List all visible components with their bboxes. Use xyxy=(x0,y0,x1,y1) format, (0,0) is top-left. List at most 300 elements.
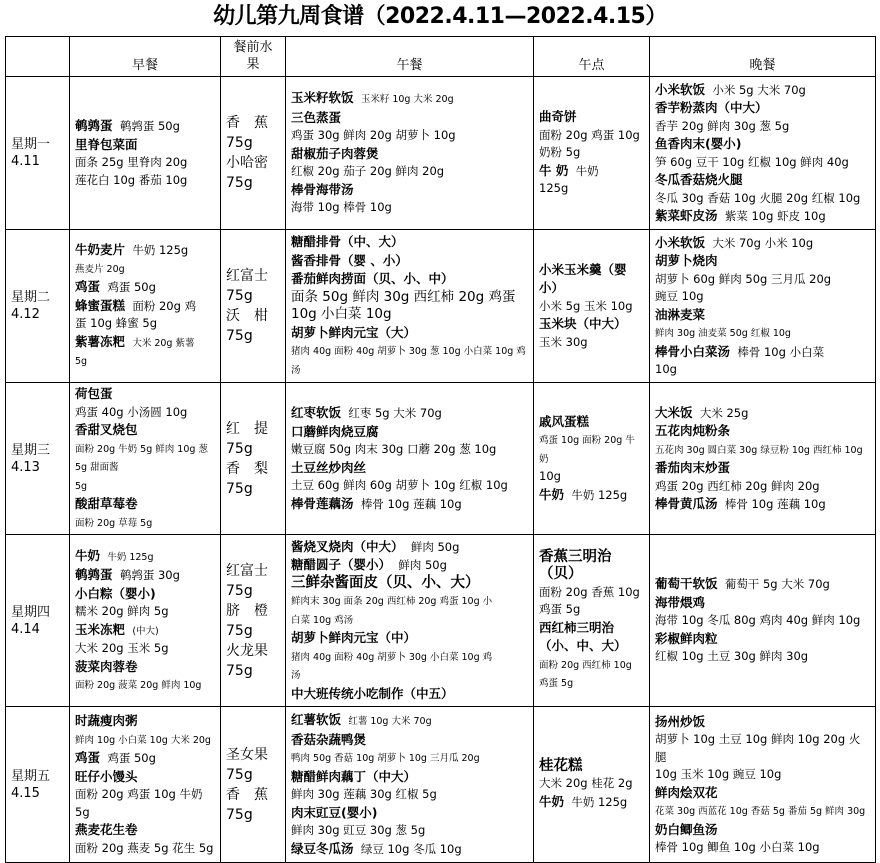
breakfast-ingredients: 糯米 20g 鲜肉 5g xyxy=(75,604,169,618)
lunch-ingredients: 红枣 5g 大米 70g xyxy=(348,406,442,420)
snack-item xyxy=(539,334,644,352)
day-name: 星期二 xyxy=(11,290,51,305)
breakfast-dish-name: 牛奶 xyxy=(75,547,101,563)
lunch-item xyxy=(291,163,528,181)
snack-item xyxy=(539,261,644,280)
lunch-item xyxy=(291,786,528,804)
lunch-cell xyxy=(286,230,534,383)
lunch-item xyxy=(291,289,528,307)
breakfast-ingredients: 鹌鹑蛋 50g xyxy=(119,119,180,133)
lunch-list xyxy=(291,711,528,858)
dinner-dish-name: 香芋粉蒸肉（中大） xyxy=(655,100,768,115)
breakfast-ingredients: 5g xyxy=(75,480,88,492)
snack-cell xyxy=(534,230,650,383)
snack-list xyxy=(539,261,644,352)
breakfast-dish-name: 里脊包菜面 xyxy=(75,136,138,152)
dinner-item xyxy=(655,648,870,666)
day-cell xyxy=(6,535,70,707)
lunch-cell xyxy=(286,707,534,863)
snack-ingredients: 牛奶 125g xyxy=(571,487,628,502)
lunch-item xyxy=(291,423,528,442)
dinner-cell xyxy=(650,77,876,230)
dinner-dish-name: 彩椒鲜肉粒 xyxy=(655,630,718,646)
dinner-ingredients: 鸡蛋 20g 西红柿 20g 鲜肉 20g xyxy=(655,478,820,493)
fruit-item: 红 提 xyxy=(226,420,268,437)
breakfast-item xyxy=(75,421,215,440)
lunch-cell xyxy=(286,77,534,230)
breakfast-item xyxy=(75,514,215,533)
fruit-item: 75g xyxy=(226,766,253,783)
lunch-ingredients: 鸭肉 50g 香菇 10g 胡萝卜 10g 三月瓜 20g xyxy=(291,753,480,764)
day-date: 4.13 xyxy=(11,459,40,475)
dinner-item xyxy=(655,784,870,803)
dinner-item xyxy=(655,288,870,306)
header-fruit-line1: 餐前水 xyxy=(233,40,273,55)
dinner-ingredients: 笋 60g 豆干 10g 红椒 10g 鲜肉 40g xyxy=(655,154,849,169)
breakfast-dish-name: 香甜叉烧包 xyxy=(75,422,138,437)
snack-item xyxy=(539,619,644,638)
snack-ingredients: 鸡蛋 5g xyxy=(539,602,581,616)
snack-dish-name: 玉米块（中大） xyxy=(539,316,627,332)
snack-ingredients: 玉米 30g xyxy=(539,334,588,349)
dinner-ingredients: 香芋 20g 鲜肉 30g 葱 5g xyxy=(655,118,790,133)
breakfast-ingredients: 牛奶 125g xyxy=(107,551,154,563)
header-row xyxy=(6,37,876,77)
breakfast-item xyxy=(75,333,215,353)
dinner-ingredients: 大米 70g 小米 10g xyxy=(712,235,814,250)
fruit-item: 香 蕉 xyxy=(226,115,268,131)
breakfast-item xyxy=(75,297,215,316)
snack-item xyxy=(539,108,644,127)
lunch-list xyxy=(291,89,528,217)
dinner-ingredients: 棒骨 10g 鲫鱼 10g 小白菜 10g xyxy=(655,840,820,854)
lunch-list xyxy=(291,538,528,704)
breakfast-list xyxy=(75,241,215,371)
dinner-ingredients: 海带 10g 冬瓜 80g 鸡肉 40g 鲜肉 10g xyxy=(655,613,861,628)
dinner-item xyxy=(655,207,870,226)
snack-ingredients: 牛奶 xyxy=(575,163,599,178)
breakfast-ingredients: 鸡蛋 50g xyxy=(107,751,156,765)
snack-cell xyxy=(534,77,650,230)
fruit-item: 75g xyxy=(226,582,253,599)
snack-dish-name: 小） xyxy=(539,280,565,296)
dinner-cell xyxy=(650,707,876,863)
snack-cell xyxy=(534,707,650,863)
fruit-item: 75g xyxy=(226,288,253,304)
fruit-item: 75g xyxy=(226,662,253,679)
fruit-item: 小哈密 xyxy=(226,155,268,171)
lunch-dish-name: 酱香排骨（婴 、小） xyxy=(291,252,408,268)
day-row xyxy=(6,707,876,863)
lunch-ingredients: 绿豆 10g 冬瓜 10g xyxy=(360,841,462,856)
breakfast-item xyxy=(75,260,215,279)
dinner-ingredients: 鲜肉 30g 油麦菜 50g 红椒 10g xyxy=(655,328,791,339)
lunch-item xyxy=(291,592,528,611)
day-date: 4.11 xyxy=(11,154,40,169)
lunch-item xyxy=(291,685,528,704)
lunch-ingredients: 猪肉 40g 面粉 40g 胡萝卜 30g 小白菜 10g 鸡 xyxy=(291,651,493,663)
lunch-ingredients: 面条 50g 鲜肉 30g 西红柿 20g 鸡蛋 xyxy=(291,288,516,305)
lunch-ingredients: 鲜肉 30g 豇豆 30g 葱 5g xyxy=(291,823,426,837)
lunch-item xyxy=(291,459,528,478)
fruit-item: 火龙果 xyxy=(226,642,268,659)
lunch-dish-name: 肉末豇豆(婴小) xyxy=(291,804,378,820)
breakfast-item xyxy=(75,352,215,371)
dinner-item xyxy=(655,171,870,190)
dinner-item xyxy=(655,422,870,441)
breakfast-item xyxy=(75,547,215,567)
dinner-item xyxy=(655,190,870,208)
lunch-dish-name: 棒骨海带汤 xyxy=(291,181,354,197)
breakfast-list xyxy=(75,385,215,532)
fruit-item: 红富士 xyxy=(226,562,268,579)
snack-ingredients: 鸡蛋 10g 面粉 20g 牛奶 xyxy=(539,435,635,465)
breakfast-item xyxy=(75,585,215,604)
snack-item xyxy=(539,279,644,298)
lunch-item xyxy=(291,199,528,217)
snack-item xyxy=(539,601,644,619)
snack-ingredients: 125g xyxy=(539,181,569,196)
fruit-item: 75g xyxy=(226,135,253,151)
breakfast-item xyxy=(75,315,215,333)
day-row xyxy=(6,230,876,383)
breakfast-dish-name: 玉米冻粑 xyxy=(75,621,126,637)
dinner-item xyxy=(655,594,870,613)
breakfast-dish-name: 酸甜草莓卷 xyxy=(75,496,138,511)
dinner-cell xyxy=(650,535,876,707)
snack-item xyxy=(539,549,644,567)
lunch-dish-name: 中大班传统小吃制作（中五） xyxy=(291,685,454,701)
fruit-cell xyxy=(221,383,286,535)
breakfast-item xyxy=(75,768,215,787)
header-fruit xyxy=(221,37,286,77)
breakfast-dish-name: 小白粽（婴小) xyxy=(75,585,156,601)
lunch-item xyxy=(291,731,528,750)
breakfast-list xyxy=(75,712,215,857)
lunch-item xyxy=(291,477,528,495)
dinner-item xyxy=(655,575,870,594)
dinner-item xyxy=(655,154,870,172)
snack-item xyxy=(539,431,644,468)
snack-item xyxy=(539,162,644,181)
lunch-item xyxy=(291,181,528,200)
snack-dish-name: 香蕉三明治 xyxy=(539,548,612,565)
lunch-ingredients: 红薯 10g 大米 70g xyxy=(348,716,432,727)
lunch-cell xyxy=(286,535,534,707)
snack-item xyxy=(539,180,644,198)
dinner-list xyxy=(655,713,870,857)
breakfast-item xyxy=(75,404,215,422)
dinner-cell xyxy=(650,383,876,535)
dinner-dish-name: 胡萝卜烧肉 xyxy=(655,253,718,268)
dinner-item xyxy=(655,234,870,253)
snack-list xyxy=(539,108,644,198)
dinner-list xyxy=(655,575,870,666)
lunch-ingredients: 鸡蛋 30g 鲜肉 20g 胡萝卜 10g xyxy=(291,128,456,143)
lunch-item xyxy=(291,324,528,343)
dinner-ingredients: 小米 5g 大米 70g xyxy=(712,82,806,97)
dinner-item xyxy=(655,802,870,821)
dinner-item xyxy=(655,495,870,514)
lunch-dish-name: 红薯软饭 xyxy=(291,712,342,727)
breakfast-ingredients: 面粉 20g 草莓 5g xyxy=(75,517,153,529)
lunch-item xyxy=(291,666,528,685)
header-breakfast: 早餐 xyxy=(70,37,221,77)
fruit-item: 沃 柑 xyxy=(226,308,268,324)
breakfast-item xyxy=(75,154,215,172)
fruit-item: 香 梨 xyxy=(226,460,268,477)
breakfast-dish-name: 鸡蛋 xyxy=(75,750,101,765)
breakfast-list xyxy=(75,547,215,695)
breakfast-item xyxy=(75,477,215,496)
breakfast-item xyxy=(75,676,215,695)
snack-list xyxy=(539,413,644,505)
dinner-item xyxy=(655,441,870,460)
day-name: 星期五 xyxy=(11,768,51,784)
lunch-ingredients: 嫩豆腐 50g 肉末 30g 口蘑 20g 葱 10g xyxy=(291,442,497,456)
snack-item xyxy=(539,637,644,656)
lunch-item xyxy=(291,127,528,145)
lunch-item xyxy=(291,575,528,593)
breakfast-item xyxy=(75,241,215,260)
dinner-item xyxy=(655,839,870,857)
lunch-item xyxy=(291,109,528,128)
day-name: 星期四 xyxy=(11,604,51,620)
snack-item xyxy=(539,584,644,602)
fruit-item: 圣女果 xyxy=(226,746,268,763)
fruit-item: 75g xyxy=(226,175,253,191)
header-fruit-line2: 果 xyxy=(246,57,260,72)
fruit-item: 香 蕉 xyxy=(226,786,268,803)
dinner-dish-name: 五花肉炖粉条 xyxy=(655,423,731,438)
snack-dish-name: （贝） xyxy=(539,566,583,582)
lunch-dish-name: 红枣软饭 xyxy=(291,405,342,420)
lunch-dish-name: 玉米籽软饭 xyxy=(291,90,354,106)
snack-ingredients: 10g xyxy=(539,469,561,484)
breakfast-ingredients: 牛奶 125g xyxy=(132,243,189,258)
snack-dish-name: 牛奶 xyxy=(539,793,565,809)
lunch-ingredients: 鲜肉 50g xyxy=(398,558,447,573)
dinner-item xyxy=(655,81,870,100)
lunch-list xyxy=(291,404,528,513)
breakfast-cell xyxy=(70,535,221,707)
dinner-ingredients: 五花肉 30g 圆白菜 30g 绿豆粉 10g 西红柿 10g xyxy=(655,444,863,456)
dinner-item xyxy=(655,99,870,118)
dinner-item xyxy=(655,118,870,136)
fruit-cell xyxy=(221,77,286,230)
lunch-item xyxy=(291,629,528,648)
lunch-dish-name: 胡萝卜鲜肉元宝（大） xyxy=(291,324,417,340)
dinner-ingredients: 葡萄干 5g 大米 70g xyxy=(724,577,830,592)
dinner-ingredients: 豌豆 10g xyxy=(655,289,704,303)
snack-item xyxy=(539,656,644,675)
lunch-ingredients: 白菜 10g 鸡汤 xyxy=(291,614,354,626)
breakfast-dish-name: 鸡蛋 xyxy=(75,279,101,295)
lunch-item xyxy=(291,404,528,423)
breakfast-ingredients: (中大) xyxy=(132,625,159,637)
breakfast-ingredients: 鸡蛋 40g 小汤圆 10g xyxy=(75,404,188,419)
dinner-item xyxy=(655,612,870,630)
lunch-dish-name: 糖醋圆子（婴小） xyxy=(291,557,392,573)
breakfast-ingredients: 莲花白 10g 番茄 10g xyxy=(75,172,188,187)
snack-list xyxy=(539,549,644,693)
day-cell xyxy=(6,383,70,535)
dinner-ingredients: 冬瓜 30g 香菇 10g 火腿 20g 红椒 10g xyxy=(655,190,861,205)
dinner-dish-name: 番茄肉末炒蛋 xyxy=(655,460,731,475)
lunch-dish-name: 番茄鲜肉捞面（贝、小、中） xyxy=(291,271,454,286)
lunch-ingredients: 土豆 60g 鲜肉 60g 胡萝卜 10g 红椒 10g xyxy=(291,478,508,492)
dinner-dish-name: 大米饭 xyxy=(655,404,693,420)
snack-item xyxy=(539,298,644,316)
lunch-dish-name: 糖醋排骨（中、大） xyxy=(291,234,404,249)
breakfast-dish-name: 燕麦花生卷 xyxy=(75,822,138,837)
snack-item xyxy=(539,144,644,162)
snack-item xyxy=(539,758,644,776)
lunch-item xyxy=(291,538,528,557)
lunch-list xyxy=(291,233,528,379)
dinner-item xyxy=(655,271,870,289)
dinner-ingredients: 棒骨 10g 小白菜 xyxy=(737,344,825,359)
dinner-item xyxy=(655,404,870,423)
dinner-ingredients: 花菜 30g 西蓝花 10g 香菇 5g 番茄 5g 鲜肉 30g xyxy=(655,806,866,817)
fruit-item: 75g xyxy=(226,328,253,344)
lunch-ingredients: 汤 xyxy=(291,670,301,682)
snack-item xyxy=(539,793,644,812)
lunch-ingredients: 鲜肉末 30g 面条 20g 西红柿 20g 鸡蛋 10g 小 xyxy=(291,596,493,608)
lunch-item xyxy=(291,495,528,514)
snack-dish-name: 牛 奶 xyxy=(539,162,569,178)
breakfast-list xyxy=(75,117,215,189)
lunch-item xyxy=(291,611,528,630)
dinner-cell xyxy=(650,230,876,383)
breakfast-ingredients: 燕麦片 20g xyxy=(75,263,125,275)
lunch-dish-name: 土豆丝炒肉丝 xyxy=(291,459,367,475)
dinner-dish-name: 冬瓜香菇烧火腿 xyxy=(655,172,743,187)
breakfast-dish-name: 鹌鹑蛋 xyxy=(75,118,113,133)
snack-item xyxy=(539,413,644,432)
lunch-cell xyxy=(286,383,534,535)
dinner-dish-name: 鲜肉烩双花 xyxy=(655,784,718,800)
snack-item xyxy=(539,775,644,793)
dinner-dish-name: 棒骨小白菜汤 xyxy=(655,343,731,359)
dinner-dish-name: 小米软饭 xyxy=(655,81,706,97)
day-name: 星期三 xyxy=(11,442,51,458)
lunch-item xyxy=(291,711,528,731)
breakfast-cell xyxy=(70,230,221,383)
snack-ingredients: 小米 5g 玉米 10g xyxy=(539,298,633,313)
breakfast-cell xyxy=(70,383,221,535)
fruit-item: 75g xyxy=(226,480,253,497)
dinner-dish-name: 鱼香肉末(婴小) xyxy=(655,136,742,151)
breakfast-ingredients: 鲜肉 10g 小白菜 10g 大米 20g xyxy=(75,734,211,746)
snack-item xyxy=(539,127,644,145)
lunch-ingredients: 棒骨 10g 莲藕 10g xyxy=(360,496,462,511)
day-date: 4.14 xyxy=(11,621,40,637)
breakfast-dish-name: 菠菜肉蓉卷 xyxy=(75,658,138,674)
snack-ingredients: 大米 20g 桂花 2g xyxy=(539,776,633,791)
breakfast-ingredients: 蛋 10g 蜂蜜 5g xyxy=(75,316,158,331)
fruit-item: 75g xyxy=(226,806,253,823)
breakfast-item xyxy=(75,385,215,404)
dinner-dish-name: 棒骨黄瓜汤 xyxy=(655,496,718,511)
breakfast-item xyxy=(75,658,215,677)
snack-item xyxy=(539,674,644,693)
lunch-item xyxy=(291,804,528,823)
fruit-cell xyxy=(221,230,286,383)
lunch-item xyxy=(291,822,528,840)
lunch-dish-name: 酱烧叉烧肉（中大） xyxy=(291,538,404,554)
snack-dish-name: 桂花糕 xyxy=(539,757,583,774)
lunch-dish-name: 甜椒茄子肉蓉煲 xyxy=(291,145,379,161)
fruit-item: 75g xyxy=(226,622,253,639)
dinner-dish-name: 紫菜虾皮汤 xyxy=(655,208,718,223)
dinner-item xyxy=(655,630,870,649)
breakfast-item xyxy=(75,117,215,136)
breakfast-dish-name: 鹌鹑蛋 xyxy=(75,567,113,582)
breakfast-ingredients: 大米 20g 玉米 5g xyxy=(75,641,169,655)
snack-dish-name: 小米玉米羹（婴 xyxy=(539,261,627,277)
lunch-dish-name: 棒骨莲藕汤 xyxy=(291,495,354,511)
fruit-item: 脐 橙 xyxy=(226,602,268,619)
header-day xyxy=(6,37,70,77)
snack-item xyxy=(539,468,644,486)
breakfast-cell xyxy=(70,707,221,863)
breakfast-item xyxy=(75,749,215,768)
day-name: 星期一 xyxy=(11,137,51,152)
breakfast-item xyxy=(75,840,215,858)
breakfast-dish-name: 旺仔小馒头 xyxy=(75,768,138,784)
header-dinner: 晚餐 xyxy=(650,37,876,77)
lunch-item xyxy=(291,145,528,164)
breakfast-ingredients: 面粉 20g 燕麦 5g 花生 5g xyxy=(75,840,214,855)
fruit-item: 红富士 xyxy=(226,268,268,284)
breakfast-item xyxy=(75,712,215,731)
lunch-item xyxy=(291,233,528,252)
breakfast-item xyxy=(75,172,215,190)
snack-item xyxy=(539,486,644,505)
lunch-dish-name: 三鲜杂酱面皮（贝、小、大） xyxy=(291,574,480,591)
header-lunch: 午餐 xyxy=(286,37,534,77)
lunch-ingredients: 玉米籽 10g 大米 20g xyxy=(360,94,454,106)
lunch-item xyxy=(291,749,528,768)
snack-dish-name: （小、中、大） xyxy=(539,638,627,653)
breakfast-item xyxy=(75,278,215,297)
dinner-dish-name: 奶白鲫鱼汤 xyxy=(655,821,718,837)
snack-dish-name: 西红柿三明治 xyxy=(539,619,615,635)
day-row xyxy=(6,383,876,535)
lunch-dish-name: 香菇杂蔬鸭煲 xyxy=(291,731,367,747)
dinner-item xyxy=(655,478,870,496)
day-row xyxy=(6,77,876,230)
dinner-ingredients: 大米 25g xyxy=(699,405,749,420)
dinner-item xyxy=(655,713,870,732)
lunch-dish-name: 糖醋鲜肉藕丁（中大） xyxy=(291,768,417,784)
snack-item xyxy=(539,566,644,584)
lunch-item xyxy=(291,252,528,271)
lunch-item xyxy=(291,556,528,575)
snack-ingredients: 鸡蛋 5g xyxy=(539,678,574,689)
day-date: 4.12 xyxy=(11,307,40,322)
breakfast-dish-name: 时蔬瘦肉粥 xyxy=(75,713,138,728)
breakfast-item xyxy=(75,621,215,641)
breakfast-ingredients: 面粉 20g 鸡蛋 10g 牛奶 xyxy=(75,787,203,801)
dinner-item xyxy=(655,731,870,766)
breakfast-dish-name: 蜂蜜蛋糕 xyxy=(75,297,126,313)
dinner-ingredients: 红椒 10g 土豆 30g 鲜肉 30g xyxy=(655,649,809,664)
dinner-item xyxy=(655,459,870,478)
lunch-item xyxy=(291,342,528,379)
dinner-item xyxy=(655,361,870,379)
